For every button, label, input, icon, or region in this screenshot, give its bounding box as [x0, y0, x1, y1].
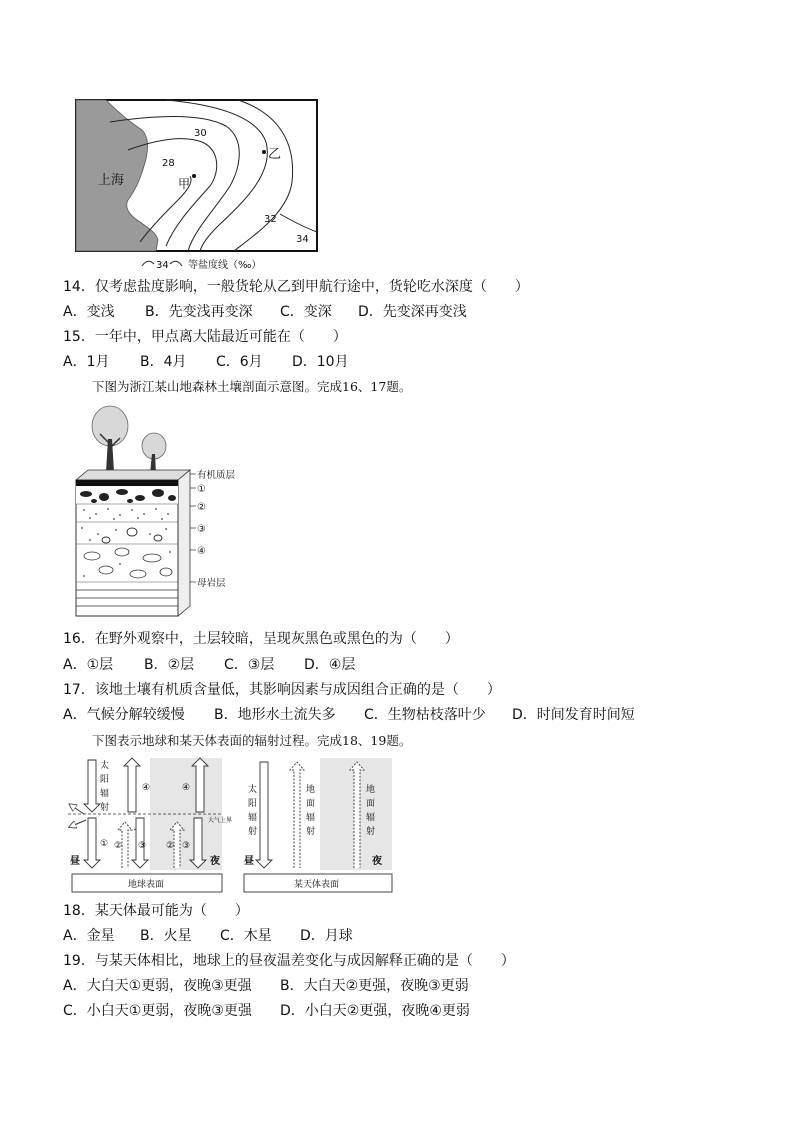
- soil-label-organic: 有机质层: [197, 470, 236, 481]
- earth-night-label: 夜: [210, 856, 220, 867]
- q18-option-a[interactable]: A．金星: [63, 928, 115, 944]
- q16-option-d[interactable]: D．④层: [304, 657, 356, 673]
- soil-label-1: ①: [197, 484, 206, 495]
- svg-text:④: ④: [182, 783, 191, 793]
- intro-radiation: 下图表示地球和某天体表面的辐射过程。完成18、19题。: [92, 733, 412, 748]
- atmosphere-top-label: 大气上界: [208, 817, 233, 824]
- q15-option-c[interactable]: C．6月: [216, 354, 263, 370]
- q18-option-c[interactable]: C．木星: [220, 928, 272, 944]
- tree-large-icon: [92, 406, 128, 472]
- svg-text:太: 太: [248, 785, 258, 795]
- svg-text:辐: 辐: [366, 813, 376, 823]
- body-night-label: 夜: [372, 856, 382, 867]
- svg-text:射: 射: [248, 827, 258, 837]
- svg-text:太: 太: [100, 761, 110, 771]
- q14-option-d[interactable]: D．先变深再变浅: [358, 304, 467, 320]
- earth-num-3: ③: [138, 841, 147, 851]
- q19-option-d[interactable]: D．小白天②更强，夜晚④更弱: [280, 1003, 470, 1019]
- q16-option-c[interactable]: C．③层: [224, 657, 275, 673]
- svg-text:射: 射: [306, 827, 316, 837]
- body-surface-label: 某天体表面: [294, 880, 340, 890]
- point-yi-marker: [262, 150, 266, 154]
- intro-soil: 下图为浙江某山地森林土壤剖面示意图。完成16、17题。: [92, 379, 412, 394]
- svg-text:辐: 辐: [100, 789, 110, 799]
- question-19: 19．与某天体相比，地球上的昼夜温差变化与成因解释正确的是（ ）: [63, 953, 515, 969]
- svg-text:射: 射: [100, 803, 110, 813]
- question-18: 18．某天体最可能为（ ）: [63, 903, 249, 919]
- map-place-label: 上海: [98, 173, 125, 188]
- legend-value: 34: [156, 260, 169, 271]
- q17-option-b[interactable]: B．地形水土流失多: [214, 707, 336, 723]
- point-jia-marker: [192, 174, 196, 178]
- q15-option-b[interactable]: B．4月: [140, 354, 187, 370]
- svg-text:地: 地: [306, 785, 316, 795]
- contour-label-34: 34: [296, 234, 309, 245]
- q17-option-d[interactable]: D．时间发育时间短: [512, 707, 635, 723]
- q14-option-b[interactable]: B．先变浅再变深: [145, 304, 253, 320]
- tree-small-icon: [142, 433, 166, 474]
- soil-label-3: ③: [197, 524, 206, 535]
- point-yi-label: 乙: [268, 147, 282, 162]
- salinity-map: [70, 96, 322, 274]
- q16-option-b[interactable]: B．②层: [144, 657, 195, 673]
- soil-label-4: ④: [197, 546, 206, 557]
- legend-line: [142, 261, 154, 266]
- q17-option-a[interactable]: A．气候分解较缓慢: [63, 707, 185, 723]
- q19-option-b[interactable]: B．大白天②更强，夜晚③更弱: [280, 978, 469, 994]
- question-14: 14．仅考虑盐度影响，一般货轮从乙到甲航行途中，货轮吃水深度（ ）: [63, 279, 529, 295]
- svg-text:阳: 阳: [248, 799, 258, 809]
- point-jia-label: 甲: [178, 177, 191, 191]
- q18-option-b[interactable]: B．火星: [140, 928, 192, 944]
- earth-day-label: 昼: [70, 856, 80, 867]
- q17-option-c[interactable]: C．生物枯枝落叶少: [364, 707, 486, 723]
- svg-text:辐: 辐: [248, 813, 258, 823]
- contour-label-30: 30: [194, 128, 207, 139]
- svg-text:地: 地: [366, 785, 376, 795]
- svg-text:③: ③: [182, 841, 191, 851]
- soil-label-2: ②: [197, 502, 206, 513]
- q19-option-a[interactable]: A．大白天①更弱，夜晚③更强: [63, 978, 252, 994]
- svg-text:面: 面: [366, 799, 376, 809]
- question-17: 17．该地土壤有机质含量低，其影响因素与成因组合正确的是（ ）: [63, 682, 501, 698]
- svg-text:辐: 辐: [306, 813, 316, 823]
- contour-label-28: 28: [162, 158, 175, 169]
- soil-profile-diagram: [70, 404, 270, 624]
- svg-text:面: 面: [306, 799, 316, 809]
- q16-option-a[interactable]: A．①层: [63, 657, 114, 673]
- earth-num-4: ④: [142, 783, 151, 793]
- question-15: 15．一年中，甲点离大陆最近可能在（ ）: [63, 329, 347, 345]
- q14-option-c[interactable]: C．变深: [280, 304, 332, 320]
- q19-option-c[interactable]: C．小白天①更弱，夜晚③更强: [63, 1003, 252, 1019]
- legend-text: 等盐度线（‰）: [188, 260, 262, 271]
- radiation-diagram: [62, 756, 396, 896]
- svg-text:射: 射: [366, 827, 376, 837]
- q15-option-d[interactable]: D．10月: [292, 354, 349, 370]
- question-16: 16．在野外观察中，土层较暗，呈现灰黑色或黑色的为（ ）: [63, 631, 459, 647]
- svg-text:②: ②: [166, 841, 175, 851]
- earth-num-2: ②: [114, 841, 123, 851]
- q14-option-a[interactable]: A．变浅: [63, 304, 115, 320]
- svg-text:阳: 阳: [100, 775, 110, 785]
- soil-label-bedrock: 母岩层: [197, 578, 226, 589]
- contour-label-32: 32: [264, 214, 277, 225]
- q18-option-d[interactable]: D．月球: [300, 928, 353, 944]
- earth-surface-label: 地球表面: [128, 880, 165, 890]
- body-day-label: 昼: [244, 856, 254, 867]
- earth-num-1: ①: [100, 839, 109, 849]
- q15-option-a[interactable]: A．1月: [63, 354, 110, 370]
